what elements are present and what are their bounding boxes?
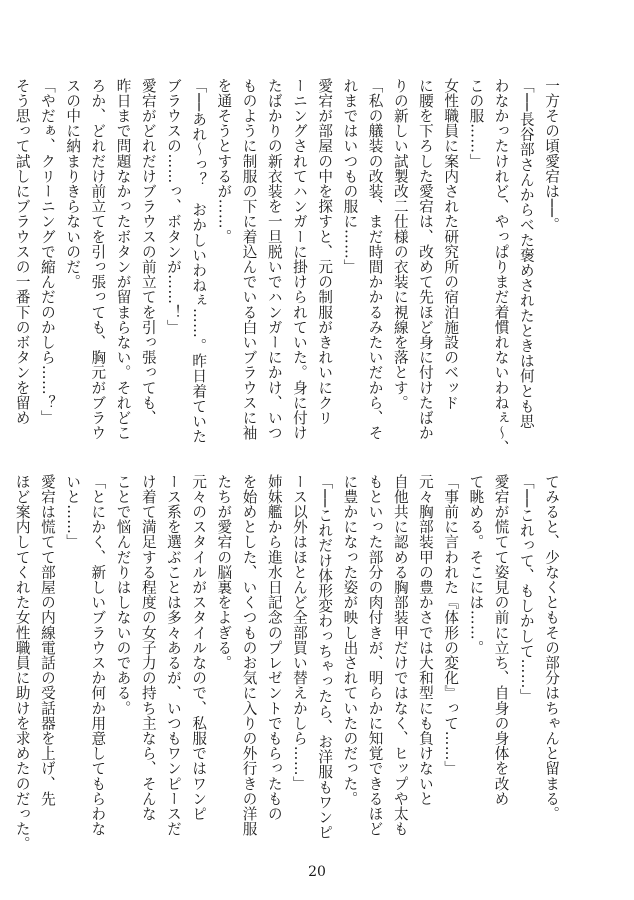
text-line: 「──あれ〜っ？ おかしいわねぇ……。昨日着ていた bbox=[190, 78, 208, 444]
text-line: 元々胸部装甲の豊かさでは大和型にも負けないと bbox=[416, 474, 434, 807]
text-line: スの中に納まりきらないのだ。 bbox=[64, 78, 82, 290]
text-line: 昨日まで問題なかったボタンが留まらない。それどこ bbox=[114, 78, 132, 441]
text-line: 一方その頃愛宕は──。 bbox=[543, 78, 560, 233]
text-line: 元々のスタイルがスタイルなので、私服ではワンピ bbox=[190, 474, 208, 822]
text-block-bottom bbox=[10, 474, 564, 852]
page-number: 20 bbox=[308, 864, 326, 880]
text-line: 女性職員に案内された研究所の宿泊施設のベッド bbox=[442, 78, 460, 411]
text-line: に腰を下ろした愛宕は、改めて先ほど身に付けたばか bbox=[416, 78, 434, 441]
text-line: そう思って試しにブラウスの一番下のボタンを留め bbox=[13, 78, 31, 426]
text-line: 「とにかく、新しいブラウスか何か用意してもらわな bbox=[89, 474, 107, 837]
text-line: たばかりの新衣装を一旦脱いでハンガーにかけ、いつ bbox=[265, 78, 283, 441]
text-line: 「──長谷部さんからべた褒めされたときは何とも思 bbox=[517, 78, 535, 429]
text-line: 「私の艤装の改装、まだ時間かかるみたいだから、そ bbox=[366, 78, 384, 441]
text-line: 愛宕がどれだけブラウスの前立てを引っ張っても、 bbox=[139, 78, 157, 426]
text-line: れまではいつもの服に……」 bbox=[341, 78, 359, 275]
text-line: 「やだぁ、クリーニングで縮んだのかしら……？」 bbox=[38, 78, 56, 426]
text-line: もといった部分の肉付きが、明らかに知覚できるほど bbox=[366, 474, 384, 837]
text-line: 「──これって、もしかして……」 bbox=[517, 474, 535, 704]
text-line: を始めとした、いくつものお気に入りの外行きの洋服 bbox=[240, 474, 258, 837]
text-line: ろか、どれだけ前立てを引っ張っても、胸元がブラウ bbox=[89, 78, 107, 441]
text-line: て眺める。そこには……。 bbox=[467, 474, 485, 656]
text-line: に豊かになった姿が映し出されていたのだった。 bbox=[341, 474, 359, 807]
text-line: わなかったけれど、やっぱりまだ着慣れないわねぇ〜、 bbox=[492, 78, 510, 456]
text-line: この服……」 bbox=[467, 78, 485, 169]
text-line: てみると、少なくともその部分はちゃんと留まる。 bbox=[543, 474, 560, 822]
text-block-top bbox=[10, 78, 564, 456]
text-line: 愛宕が部屋の中を探すと、元の制服がきれいにクリ bbox=[316, 78, 334, 426]
text-line: 「事前に言われた『体形の変化』って……」 bbox=[442, 474, 460, 776]
text-line: りの新しい試製改二仕様の衣装に視線を落とす。 bbox=[391, 78, 409, 411]
text-line: ことで悩んだりはしないのである。 bbox=[114, 474, 132, 716]
text-line: ーニングされてハンガーに掛けられていた。身に付け bbox=[290, 78, 308, 441]
text-line: 愛宕は慌てて部屋の内線電話の受話器を上げ、先 bbox=[38, 474, 56, 807]
text-line: たちが愛宕の脳裏をよぎる。 bbox=[215, 474, 233, 671]
text-line: 自他共に認める胸部装甲だけではなく、ヒップや太も bbox=[391, 474, 409, 837]
text-line: ブラウスの……っ、ボタンが……！」 bbox=[164, 78, 182, 335]
text-line: ース以外はほとんど全部買い替えかしら……」 bbox=[290, 474, 308, 792]
text-line: 「──これだけ体形変わっちゃったら、お洋服もワンピ bbox=[316, 474, 334, 840]
text-line: け着て満足する程度の女子力の持ち主なら、そんな bbox=[139, 474, 157, 822]
text-line: を通そうとするが……。 bbox=[215, 78, 233, 245]
text-line: ース系を選ぶことは多々あるが、いつもワンピースだ bbox=[164, 474, 182, 837]
text-line: ものように制服の下に着込んでいる白いブラウスに袖 bbox=[240, 78, 258, 441]
text-line: 愛宕が慌てて姿見の前に立ち、自身の身体を改め bbox=[492, 474, 510, 807]
text-line: いと……」 bbox=[64, 474, 82, 550]
text-line: ほど案内してくれた女性職員に助けを求めたのだった。 bbox=[13, 474, 31, 852]
text-line: 姉妹艦から進水日記念のプレゼントでもらったもの bbox=[265, 474, 283, 822]
